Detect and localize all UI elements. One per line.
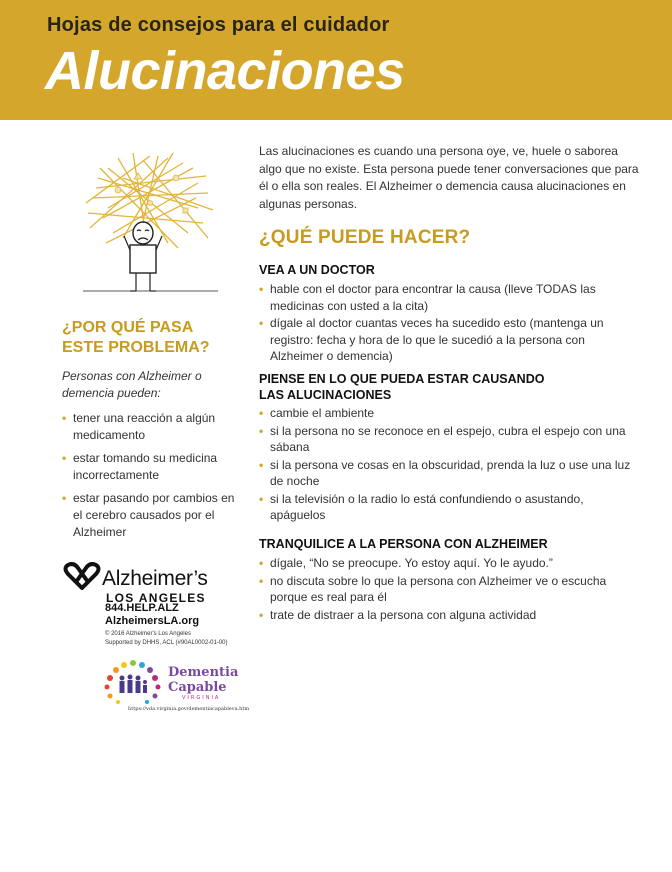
dc-line1: Dementia: [168, 665, 239, 680]
logo-name: Alzheimer’s: [102, 567, 208, 590]
section-heading: PIENSE EN LO QUE PUEDA ESTAR CAUSANDO LAS ALUCINACIONES: [259, 372, 545, 402]
intro-paragraph: Las alucinaciones es cuando una persona oye, ve, huele o saborea algo que no existe. Esta persona puede tener conversaciones que para él o ella son reales. El Alzheimer o demencia causa alucinaciones en algunas personas.: [259, 144, 639, 211]
why-heading-line1: ¿POR QUÉ PASA: [62, 319, 194, 336]
dc-line2: Capable: [168, 680, 227, 695]
list-item: • si la televisión o la radio lo está confundiendo o asustando, apáguelos: [259, 491, 639, 524]
list-item: • si la persona no se reconoce en el espejo, cubra el espejo con una sábana: [259, 423, 639, 456]
dementia-capable-url[interactable]: https://vda.virginia.gov/dementiacapableva.htm: [128, 706, 250, 712]
section-heading: TRANQUILICE A LA PERSONA CON ALZHEIMER: [259, 537, 548, 551]
funding-text: Supported by DHHS, ACL (#90AL0002-01-00): [105, 640, 228, 646]
header-banner: [0, 0, 672, 120]
section-list: [259, 555, 639, 623]
list-item: • cambie el ambiente: [259, 405, 639, 422]
what-heading: ¿QUÉ PUEDE HACER?: [259, 227, 471, 248]
why-list-item: • estar tomando su medicina incorrectamente: [62, 450, 237, 484]
why-heading-line2: ESTE PROBLEMA?: [62, 339, 210, 356]
phone-number: 844.HELP.ALZ: [105, 602, 179, 614]
section-list: [259, 405, 639, 524]
page-title: Alucinaciones: [45, 41, 405, 101]
ribbon-heart-icon: [62, 562, 102, 590]
dots-people-icon: [105, 660, 161, 704]
why-list-item: • tener una reacción a algún medicamento: [62, 410, 237, 444]
copyright-text: © 2016 Alzheimer's Los Angeles: [105, 631, 191, 637]
hallucination-illustration: [78, 148, 222, 298]
dc-line3: VIRGINIA: [182, 695, 221, 701]
list-item: • trate de distraer a la persona con alguna actividad: [259, 607, 639, 624]
contact-info: [105, 602, 199, 628]
why-list: [62, 410, 237, 547]
section-causes: [259, 371, 559, 403]
logo-subtitle: LOS ANGELES: [106, 591, 206, 605]
list-item: • no discuta sobre lo que la persona con Alzheimer ve o escucha porque es real para él: [259, 573, 639, 606]
list-item: • dígale, “No se preocupe. Yo estoy aquí. Yo le ayudo.”: [259, 555, 639, 572]
why-heading: [62, 318, 237, 358]
header-subtitle: Hojas de consejos para el cuidador: [47, 14, 390, 36]
why-list-item: • estar pasando por cambios en el cerebro causados por el Alzheimer: [62, 490, 237, 541]
section-heading: VEA A UN DOCTOR: [259, 263, 375, 277]
section-list: [259, 281, 639, 365]
section-causes-list-wrap: [259, 405, 639, 525]
why-intro: Personas con Alzheimer o demencia pueden:: [62, 369, 202, 400]
list-item: • si la persona ve cosas en la obscuridad, prenda la luz o use una luz de noche: [259, 457, 639, 490]
section-reassure: [259, 536, 639, 624]
copyright-notice: [105, 630, 228, 648]
list-item: • dígale al doctor cuantas veces ha sucedido esto (mantenga un registro: fecha y hora de lo que le sucedió a la persona con Alzheimer o demencia): [259, 315, 639, 365]
website-link[interactable]: AlzheimersLA.org: [105, 615, 200, 627]
list-item: • hable con el doctor para encontrar la causa (lleve TODAS las medicinas con usted a la cita): [259, 281, 639, 314]
section-see-doctor: [259, 262, 639, 366]
alzheimers-la-logo: [62, 562, 252, 605]
